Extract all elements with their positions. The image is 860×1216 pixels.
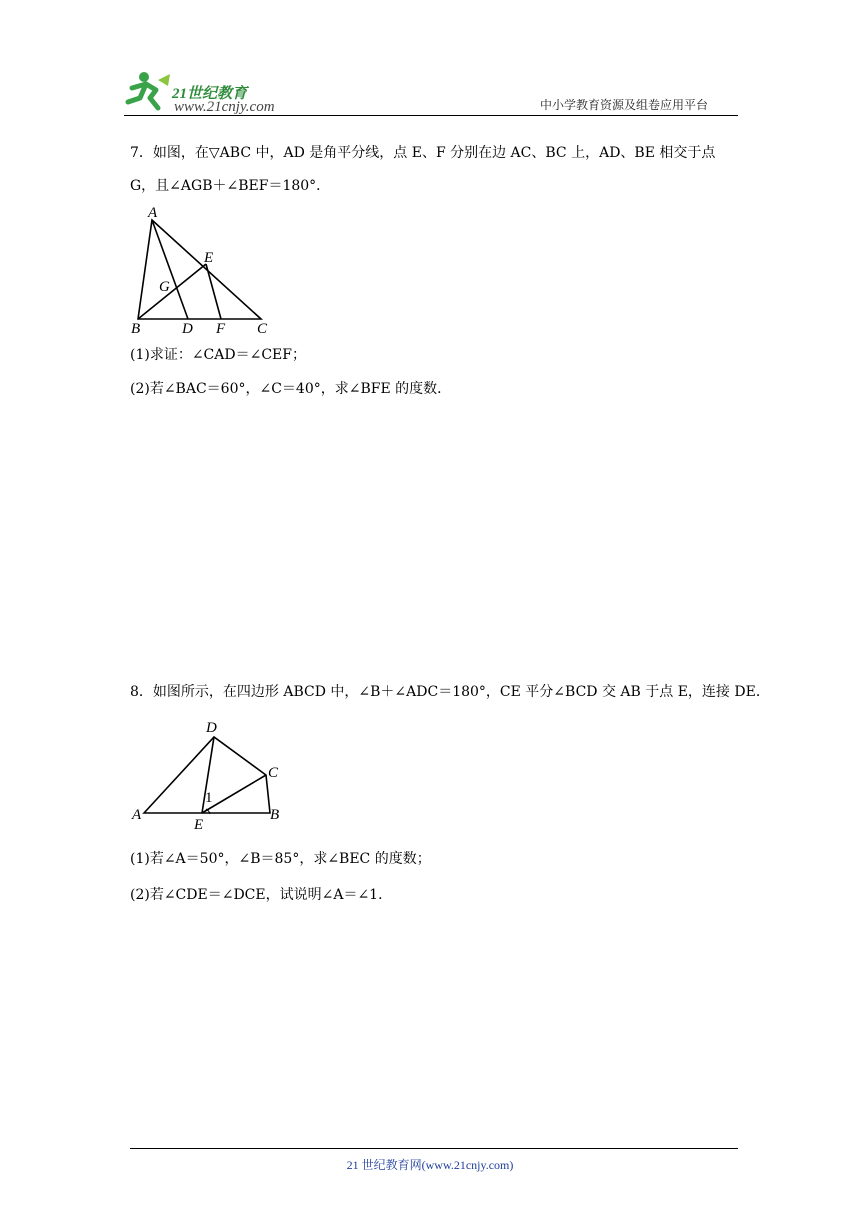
q8-part1: (1)若∠A＝50°，∠B＝85°，求∠BEC 的度数； [130, 851, 431, 867]
logo-url: www.21cnjy.com [174, 99, 275, 114]
q7-stem-line1: 7．如图，在▽ABC 中，AD 是角平分线，点 E、F 分别在边 AC、BC 上，AD、BE 相交于点 [130, 145, 716, 161]
q7-stem-line2: G，且∠AGB＋∠BEF＝180°． [130, 178, 331, 194]
q7-label-F: F [216, 321, 226, 337]
q8-label-angle-1: 1 [205, 790, 213, 806]
q8-label-D: D [206, 720, 217, 736]
q8-figure [126, 715, 296, 835]
q7-label-G: G [159, 279, 170, 295]
q8-part2: (2)若∠CDE＝∠DCE，试说明∠A＝∠1． [130, 887, 393, 903]
header-divider [124, 115, 738, 116]
q7-label-C: C [257, 321, 268, 337]
q8-stem: 8．如图所示，在四边形 ABCD 中，∠B＋∠ADC＝180°，CE 平分∠BCD 交 AB 于点 E，连接 DE． [130, 684, 770, 700]
site-logo [122, 68, 302, 114]
q8-label-E: E [194, 817, 204, 833]
q7-part1: (1)求证：∠CAD＝∠CEF； [130, 347, 306, 363]
logo-text: 21世纪教育 [172, 86, 248, 102]
q7-label-B: B [131, 321, 141, 337]
q8-label-A: A [132, 807, 142, 823]
q7-part2: (2)若∠BAC＝60°，∠C＝40°，求∠BFE 的度数． [130, 381, 452, 397]
q7-figure [128, 200, 288, 340]
q7-label-A: A [148, 205, 158, 221]
footer-link[interactable]: 21 世纪教育网(www.21cnjy.com) [346, 1158, 514, 1172]
q8-label-B: B [270, 807, 280, 823]
footer-divider [130, 1148, 738, 1149]
q8-label-C: C [268, 765, 279, 781]
q7-label-E: E [204, 250, 214, 266]
header-platform-text: 中小学教育资源及组卷应用平台 [540, 98, 709, 112]
q7-label-D: D [182, 321, 193, 337]
